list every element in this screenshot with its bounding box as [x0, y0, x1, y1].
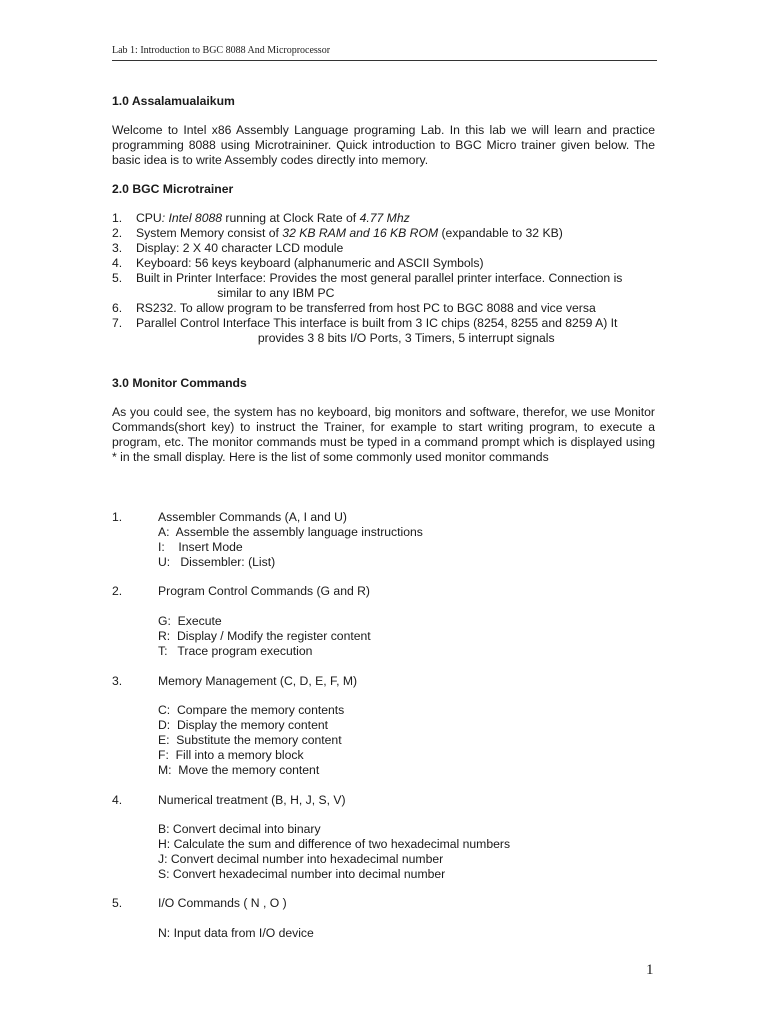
spec-item	[112, 256, 672, 271]
spec-item	[112, 271, 672, 301]
spec-text-continuation: similar to any IBM PC	[136, 286, 335, 300]
spec-item	[112, 211, 672, 226]
list-number: 2.	[112, 226, 123, 240]
spec-text-italic: 32 KB RAM and 16 KB ROM	[282, 226, 439, 240]
page-number: 1	[646, 962, 654, 978]
command-group-title: Memory Management (C, D, E, F, M)	[158, 674, 358, 688]
command-group-title: I/O Commands ( N , O )	[158, 896, 287, 910]
command-entry: M: Move the memory content	[158, 763, 320, 777]
command-entry: J: Convert decimal number into hexadecimal number	[158, 852, 444, 866]
spec-text: Parallel Control Interface This interface is built from 3 IC chips (8254, 8255 and 8259 A) It	[136, 316, 618, 330]
list-number: 4.	[112, 793, 123, 807]
list-number: 5.	[112, 271, 123, 285]
command-entry: S: Convert hexadecimal number into decimal number	[158, 867, 446, 881]
spec-item	[112, 226, 672, 241]
list-number: 3.	[112, 674, 123, 688]
command-entry: I: Insert Mode	[158, 540, 243, 554]
section-1-paragraph: Welcome to Intel x86 Assembly Language programing Lab. In this lab we will learn and practice programming 8088 using Microtraininer. Quick introduction to BGC Micro trainer given below. The basic idea is to write Assembly codes directly into memory.	[112, 123, 655, 167]
command-group-title: Assembler Commands (A, I and U)	[158, 510, 347, 524]
command-entry: D: Display the memory content	[158, 718, 329, 732]
list-number: 3.	[112, 241, 123, 255]
section-2-heading: 2.0 BGC Microtrainer	[112, 182, 234, 196]
spec-text: RS232. To allow program to be transferred from host PC to BGC 8088 and vice versa	[136, 301, 596, 315]
spec-text-italic: 4.77 Mhz	[359, 211, 410, 225]
list-number: 7.	[112, 316, 123, 330]
command-entry: B: Convert decimal into binary	[158, 822, 321, 836]
command-entry: G: Execute	[158, 614, 222, 628]
list-number: 2.	[112, 584, 123, 598]
list-number: 1.	[112, 510, 123, 524]
list-number: 5.	[112, 896, 123, 910]
spec-item	[112, 241, 672, 256]
spec-item	[112, 301, 672, 316]
command-group-title: Program Control Commands (G and R)	[158, 584, 370, 598]
section-3-heading: 3.0 Monitor Commands	[112, 376, 247, 390]
spec-text: (expandable to 32 KB)	[438, 226, 563, 240]
section-3-paragraph: As you could see, the system has no keyboard, big monitors and software, therefor, we use Monitor Commands(short key) to instruct the Trainer, for example to start writing program, to execute a program, etc. The monitor commands must be typed in a command prompt which is displayed using * in the small display. Here is the list of some commonly used monitor commands	[112, 405, 655, 464]
list-number: 6.	[112, 301, 123, 315]
spec-text: CPU	[136, 211, 162, 225]
section-1-heading: 1.0 Assalamualaikum	[112, 94, 235, 108]
command-entry: A: Assemble the assembly language instructions	[158, 525, 423, 539]
spec-item	[112, 316, 672, 346]
list-number: 1.	[112, 211, 123, 225]
command-entry: U: Dissembler: (List)	[158, 555, 276, 569]
command-entry: T: Trace program execution	[158, 644, 313, 658]
spec-text-continuation: provides 3 8 bits I/O Ports, 3 Timers, 5 interrupt signals	[136, 331, 555, 345]
command-entry: F: Fill into a memory block	[158, 748, 304, 762]
spec-text: System Memory consist of	[136, 226, 283, 240]
command-entry: C: Compare the memory contents	[158, 703, 345, 717]
command-entry: E: Substitute the memory content	[158, 733, 342, 747]
spec-text: Keyboard: 56 keys keyboard (alphanumeric and ASCII Symbols)	[136, 256, 484, 270]
command-entry: N: Input data from I/O device	[158, 926, 314, 940]
command-entry: R: Display / Modify the register content	[158, 629, 371, 643]
spec-text-italic: : Intel 8088	[161, 211, 223, 225]
microtrainer-spec-list	[112, 211, 672, 346]
running-header: Lab 1: Introduction to BGC 8088 And Microprocessor	[112, 45, 657, 61]
spec-text: running at Clock Rate of	[222, 211, 360, 225]
list-number: 4.	[112, 256, 123, 270]
spec-text: Display: 2 X 40 character LCD module	[136, 241, 344, 255]
spec-text: Built in Printer Interface: Provides the most general parallel printer interface. Connection is	[136, 271, 623, 285]
command-entry: H: Calculate the sum and difference of two hexadecimal numbers	[158, 837, 511, 851]
command-group-title: Numerical treatment (B, H, J, S, V)	[158, 793, 346, 807]
